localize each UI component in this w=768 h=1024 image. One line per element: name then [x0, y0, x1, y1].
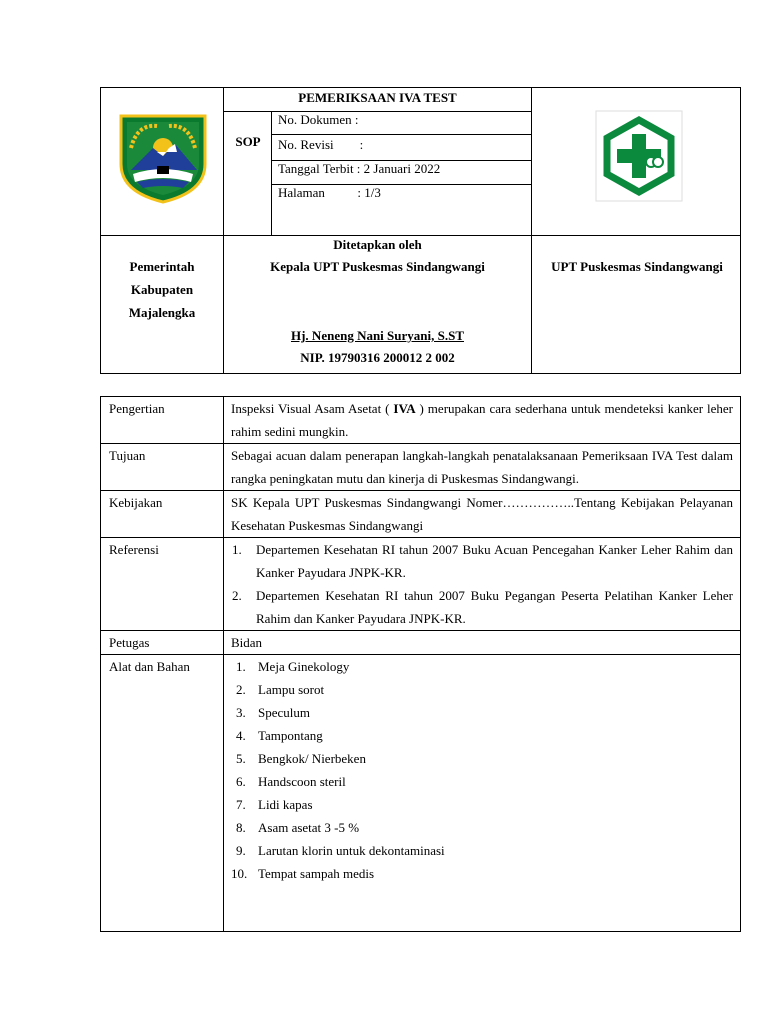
list-number: 8.: [236, 820, 246, 835]
referensi-list: [231, 538, 733, 630]
row-label: Tujuan: [101, 444, 224, 491]
tanggal-terbit: Tanggal Terbit : 2 Januari 2022: [278, 161, 441, 176]
halaman: Halaman : 1/3: [278, 185, 381, 200]
sop-content-table: [100, 396, 741, 932]
sop-header: [100, 87, 741, 374]
sop-label: SOP: [235, 134, 261, 149]
list-item: [231, 839, 733, 862]
signatory-name: Hj. Neneng Nani Suryani, S.ST: [290, 328, 464, 343]
row-label: Petugas: [101, 631, 224, 655]
row-value: Bidan: [224, 631, 741, 655]
row-value: [224, 397, 741, 444]
majalengka-emblem-icon: [117, 112, 209, 204]
signatory-name-wrap: [224, 327, 531, 345]
divider: [531, 88, 532, 374]
org-left-line: Majalengka: [128, 305, 196, 320]
nip: NIP. 19790316 200012 2 002: [300, 350, 455, 365]
list-number: 4.: [236, 728, 246, 743]
list-item: [231, 747, 733, 770]
list-number: 10.: [231, 866, 248, 881]
jabatan: Kepala UPT Puskesmas Sindangwangi: [270, 259, 485, 274]
pengertian-text-bold: IVA: [393, 401, 416, 416]
list-item: [231, 816, 733, 839]
list-number: 7.: [236, 797, 246, 812]
puskesmas-logo-icon: [595, 110, 683, 202]
list-item: [231, 538, 733, 584]
row-label: Referensi: [101, 538, 224, 631]
table-row: [101, 631, 741, 655]
list-number: 1.: [232, 542, 242, 557]
row-value: [224, 655, 741, 932]
table-row: [101, 444, 741, 491]
row-label: Alat dan Bahan: [101, 655, 224, 932]
list-item: [231, 584, 733, 630]
list-number: 9.: [236, 843, 246, 858]
list-number: 2.: [236, 682, 246, 697]
org-left-line: Kabupaten: [130, 282, 194, 297]
org-left: [101, 236, 223, 374]
list-item-text: Meja Ginekology: [258, 659, 350, 674]
list-item-text: Bengkok/ Nierbeken: [258, 751, 366, 766]
list-item-text: Departemen Kesehatan RI tahun 2007 Buku Pegangan Peserta Pelatihan Kanker Leher Rahim dan Kanker Payudara JNPK-KR.: [256, 588, 733, 626]
list-item-text: Handscoon steril: [258, 774, 346, 789]
list-item: [231, 770, 733, 793]
list-number: 2.: [232, 588, 242, 603]
row-value: SK Kepala UPT Puskesmas Sindangwangi Nomer……………..Tentang Kebijakan Pelayanan Kesehatan Puskesmas Sindangwangi: [224, 491, 741, 538]
org-right: UPT Puskesmas Sindangwangi: [551, 259, 723, 274]
pengertian-text-post: ) merupakan cara sederhana untuk mendeteksi kanker leher rahim sedini mungkin.: [231, 401, 733, 439]
document-title: PEMERIKSAAN IVA TEST: [298, 90, 457, 105]
list-number: 6.: [236, 774, 246, 789]
pengertian-text-pre: Inspeksi Visual Asam Asetat (: [231, 401, 394, 416]
list-item-text: Lidi kapas: [258, 797, 313, 812]
list-item-text: Speculum: [258, 705, 310, 720]
row-value: Sebagai acuan dalam penerapan langkah-langkah penatalaksanaan Pemeriksaan IVA Test dalam rangka peningkatan mutu dan kinerja di Puskesmas Sindangwangi.: [224, 444, 741, 491]
no-dokumen: No. Dokumen :: [278, 112, 359, 127]
list-number: 1.: [236, 659, 246, 674]
alat-list: [231, 655, 733, 885]
list-item: [231, 724, 733, 747]
list-item-text: Departemen Kesehatan RI tahun 2007 Buku Acuan Pencegahan Kanker Leher Rahim dan Kanker Payudara JNPK-KR.: [256, 542, 733, 580]
list-item-text: Asam asetat 3 -5 %: [258, 820, 360, 835]
table-row: [101, 538, 741, 631]
list-item: [231, 862, 733, 885]
list-item-text: Tampontang: [258, 728, 323, 743]
table-row: [101, 491, 741, 538]
row-label: Kebijakan: [101, 491, 224, 538]
list-item-text: Larutan klorin untuk dekontaminasi: [258, 843, 445, 858]
list-item-text: Lampu sorot: [258, 682, 325, 697]
approval-block: [224, 236, 531, 374]
list-item: [231, 655, 733, 678]
no-revisi: No. Revisi :: [278, 137, 364, 152]
list-item: [231, 678, 733, 701]
row-value: [224, 538, 741, 631]
list-number: 5.: [236, 751, 246, 766]
row-label: Pengertian: [101, 397, 224, 444]
divider: [271, 134, 531, 135]
list-item-text: Tempat sampah medis: [258, 866, 375, 881]
ditetapkan-label: Ditetapkan oleh: [333, 237, 422, 252]
table-row: [101, 655, 741, 932]
list-item: [231, 793, 733, 816]
table-row: [101, 397, 741, 444]
list-number: 3.: [236, 705, 246, 720]
org-left-line: Pemerintah: [129, 259, 195, 274]
list-item: [231, 701, 733, 724]
